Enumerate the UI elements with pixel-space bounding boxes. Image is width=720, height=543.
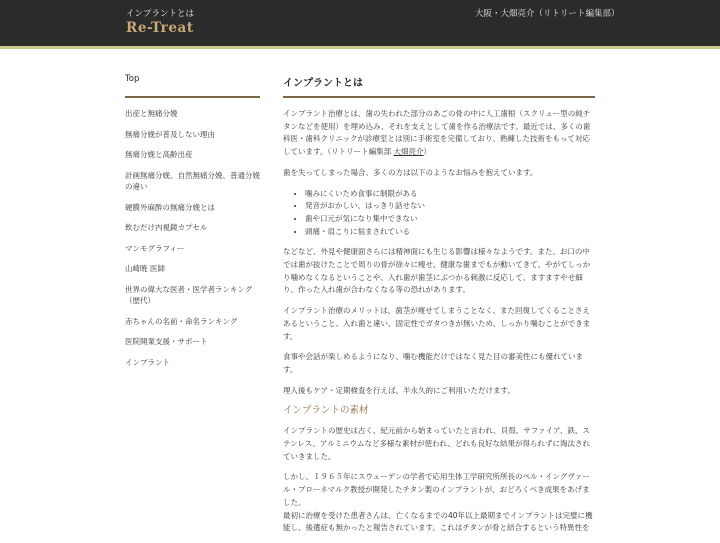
worries-list	[283, 188, 595, 239]
sidebar-item[interactable]: 無痛分娩が普及しない理由	[125, 129, 215, 139]
sidebar-item[interactable]: 出産と無痛分娩	[125, 109, 178, 118]
site-tagline: インプラントとは	[126, 9, 195, 19]
sidebar-item[interactable]: 医院開業支援・サポート	[125, 337, 208, 346]
sidebar-item[interactable]: 計画無痛分娩、自然無痛分娩、普通分娩の違い	[125, 170, 260, 191]
sidebar-item[interactable]: 赤ちゃんの名前・命名ランキング	[125, 316, 238, 326]
sidebar-item[interactable]: 無痛分娩と高齢出産	[125, 150, 193, 159]
sidebar-item[interactable]: マンモグラフィー	[125, 243, 185, 253]
sidebar-item[interactable]: 山崎暁 医師	[125, 264, 165, 273]
article	[283, 78, 595, 543]
article-title: インプラントとは	[283, 78, 595, 98]
article-intro	[283, 108, 595, 159]
site-author: 大阪・大畑亮介（リトリート編集部）	[475, 9, 620, 19]
author-link[interactable]: 大畑亮介	[393, 147, 424, 157]
article-paragraph: 最初に治療を受けた患者さんは、亡くなるまでの40年以上最期までインプラントは完璧に機能し、後遺症も無かったと報告されています。これはチタンが骨と結合するという特異性を	[283, 510, 593, 533]
intro-text: インプラント治療とは、歯の失われた部分のあごの骨の中に人工歯根（スクリュー型の純チタンなどを使用）を埋め込み、それを支えとして歯を作る治療法です。最近では、多くの歯科医・歯科クリニックが診療室とは別に手術室を完備しており、熟練した技術をもって対応しています。（リトリート編集部	[283, 109, 591, 157]
list-item: • 歯や口元が気になり集中できない	[305, 213, 595, 226]
site-logo[interactable]: Re-Treat	[126, 20, 194, 36]
article-paragraph: 食事や会話が楽しめるようになり、噛む機能だけではなく見た目の審美性にも優れています。	[283, 352, 583, 374]
sidebar-item-top[interactable]: Top	[125, 74, 260, 98]
section-title: インプラントの素材	[283, 405, 369, 417]
list-item: • 噛みにくいため食事に制限がある	[305, 188, 595, 201]
article-lead: 歯を失ってしまった場合、多くの方は以下のようなお悩みを抱えています。	[283, 167, 538, 177]
sidebar-nav	[125, 74, 260, 377]
sidebar-item[interactable]: 飲むだけ内視鏡カプセル	[125, 223, 208, 232]
article-paragraph: インプラントの歴史は古く、紀元前から始まっていたと言われ、貝殻、サファイア、鉄、ステンレス、アルミニウムなど多様な素材が使われ、どれも良好な結果が得られずに淘汰されていきました。	[283, 426, 591, 461]
article-paragraph: しかし、１９６５年にスウェーデンの学者で応用生体工学研究所所長のペル・イングヴァール・ブローネマルク教授が開発したチタン製のインプラントが、おどろくべき成果をあげました。	[283, 472, 590, 507]
article-paragraph: などなど、外見や健康面さらには精神面にも生じる影響は様々なようです。また、お口の中では歯が抜けたことで周りの骨が徐々に痩せ、健康な歯までもが動いてきて、やがてしっかり噛めなくなるということや、入れ歯が歯茎にぶつかる刺激に反応して、ますますやせ細り、作った入れ歯が合わなくなる等の恐れがあります。	[283, 247, 591, 295]
list-item: • 頭痛・肩こりに悩まされている	[305, 226, 595, 239]
sidebar-item[interactable]: 硬膜外麻酔の無痛分娩とは	[125, 202, 215, 212]
intro-end: ）	[423, 147, 432, 157]
site-header	[0, 0, 720, 49]
article-paragraph: 埋入後もケア・定期検査を行えば、半永久的にご利用いただけます。	[283, 385, 515, 395]
list-item: • 発音がおかしい、はっきり話せない	[305, 200, 595, 213]
sidebar-item[interactable]: インプラント	[125, 357, 170, 367]
sidebar-item[interactable]: 世界の偉大な医者・医学者ランキング（歴代）	[125, 284, 253, 305]
article-paragraph: インプラント治療のメリットは、歯茎が痩せてしまうことなく、また回復してくることさえあるということ。入れ歯と違い、固定性でガタつきが無いため、しっかり噛むことができます。	[283, 306, 591, 341]
